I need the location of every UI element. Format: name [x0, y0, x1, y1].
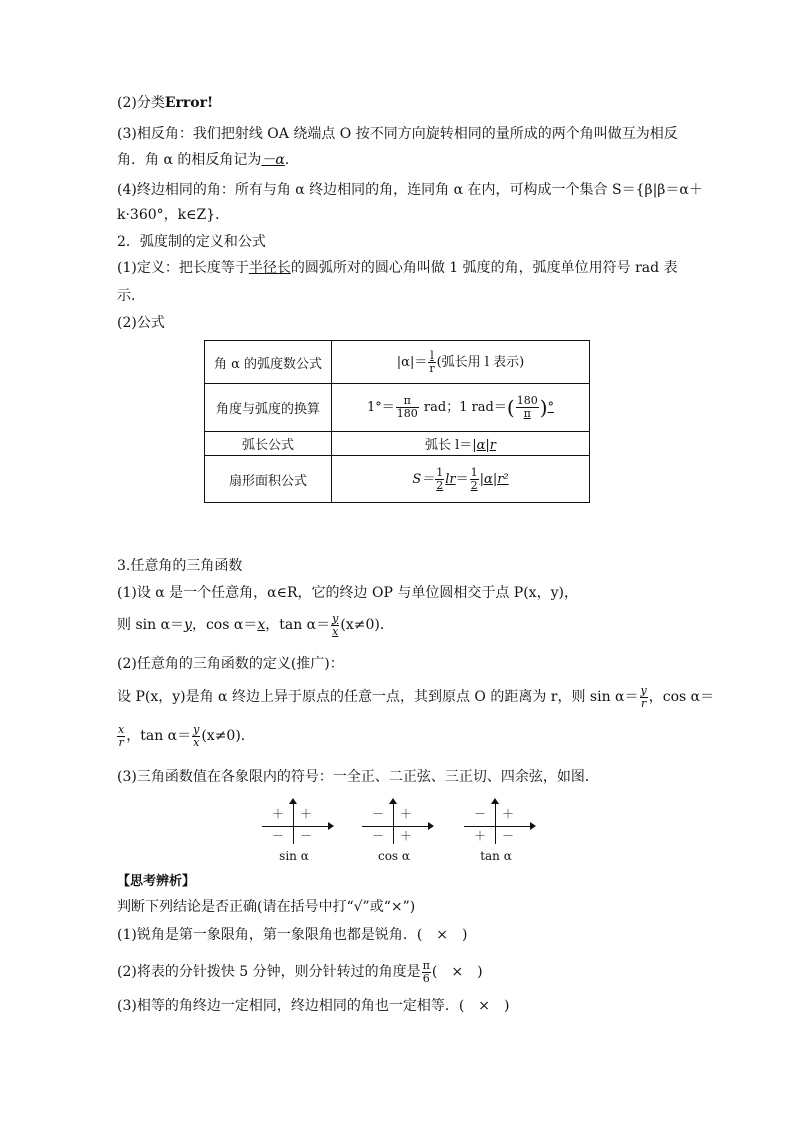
- table-key: 角 α 的弧度数公式: [205, 341, 332, 384]
- table-row: [205, 384, 590, 432]
- table-value: 弧长 l＝|α|r: [332, 432, 590, 456]
- formula-table: [204, 340, 590, 503]
- answer-neg-alpha: －α: [261, 152, 285, 168]
- error-text: Error!: [164, 95, 214, 111]
- question-3: (3)相等的角终边一定相同，终边相同的角也一定相等．( × ): [117, 998, 510, 1014]
- line-opposite-angle-cont: 角．角 α 的相反角记为－α.: [117, 152, 290, 168]
- question-2: (2)将表的分针拨快 5 分钟，则分针转过的角度是 $\frac{\pi}{6}$ ( × ): [117, 958, 483, 985]
- section-3-title: 3.任意角的三角函数: [117, 558, 243, 574]
- section-2-title: 2．弧度制的定义和公式: [117, 234, 266, 250]
- line-quadrant-signs: (3)三角函数值在各象限内的符号：一全正、二正弦、三正切、四余弦，如图．: [117, 769, 599, 785]
- table-value: |α|＝ $\frac{l}{r}$ (弧长用 l 表示): [332, 341, 590, 384]
- line-trig-unit: 则 sin α＝y，cos α＝x，tan α＝ $\frac{y}{x}$ (x≠0)．: [117, 611, 394, 638]
- table-key: 扇形面积公式: [205, 456, 332, 503]
- diagram-label: cos α: [377, 849, 411, 863]
- line-formula-title: (2)公式: [117, 315, 165, 331]
- diagram-label: sin α: [279, 849, 309, 863]
- line-radian-def-cont: 示．: [117, 288, 145, 304]
- table-row: [205, 432, 590, 456]
- judge-instruction: 判断下列结论是否正确(请在括号中打“√”或“×”): [117, 899, 416, 915]
- line-general-trig: 设 P(x，y)是角 α 终边上异于原点的任意一点，其到原点 O 的距离为 r，则 sin α＝ $\frac{y}{r}$ ，cos α＝: [117, 683, 715, 710]
- diagram-label: tan α: [480, 849, 512, 863]
- line-coterminal: (4)终边相同的角：所有与角 α 终边相同的角，连同角 α 在内，可构成一个集合 S＝{β|β＝α＋: [117, 182, 703, 198]
- table-value: S＝ $\frac{1}{2}$ lr＝ $\frac{1}{2}$ |α|r²: [332, 456, 590, 503]
- line-unit-circle: (1)设 α 是一个任意角，α∈R，它的终边 OP 与单位圆相交于点 P(x，y)，: [117, 585, 578, 601]
- line-radian-def: (1)定义：把长度等于半径长的圆弧所对的圆心角叫做 1 弧度的角，弧度单位用符号 rad 表: [117, 260, 678, 276]
- answer-radius-length: 半径长: [248, 260, 291, 276]
- table-key: 弧长公式: [205, 432, 332, 456]
- line-general-trig-cont: $\frac{x}{r}$ ，tan α＝ $\frac{y}{x}$ (x≠0)．: [118, 722, 255, 749]
- line-coterminal-cont: k·360°，k∈Z}．: [117, 207, 230, 223]
- line-general-def: (2)任意角的三角函数的定义(推广)：: [117, 656, 344, 672]
- table-key: 角度与弧度的换算: [205, 384, 332, 432]
- table-row: [205, 341, 590, 384]
- question-1: (1)锐角是第一象限角，第一象限角也都是锐角．( × ): [117, 927, 468, 943]
- table-value: 1°＝ $\frac{\pi}{180}$ rad；1 rad＝( $\frac{180}{\pi}$ )°: [332, 384, 590, 432]
- line-opposite-angle: (3)相反角：我们把射线 OA 绕端点 O 按不同方向旋转相同的量所成的两个角叫做互为相反: [117, 126, 678, 142]
- table-row: [205, 456, 590, 503]
- line-classification: (2)分类Error!: [117, 95, 214, 111]
- think-heading: 【思考辨析】: [117, 874, 196, 889]
